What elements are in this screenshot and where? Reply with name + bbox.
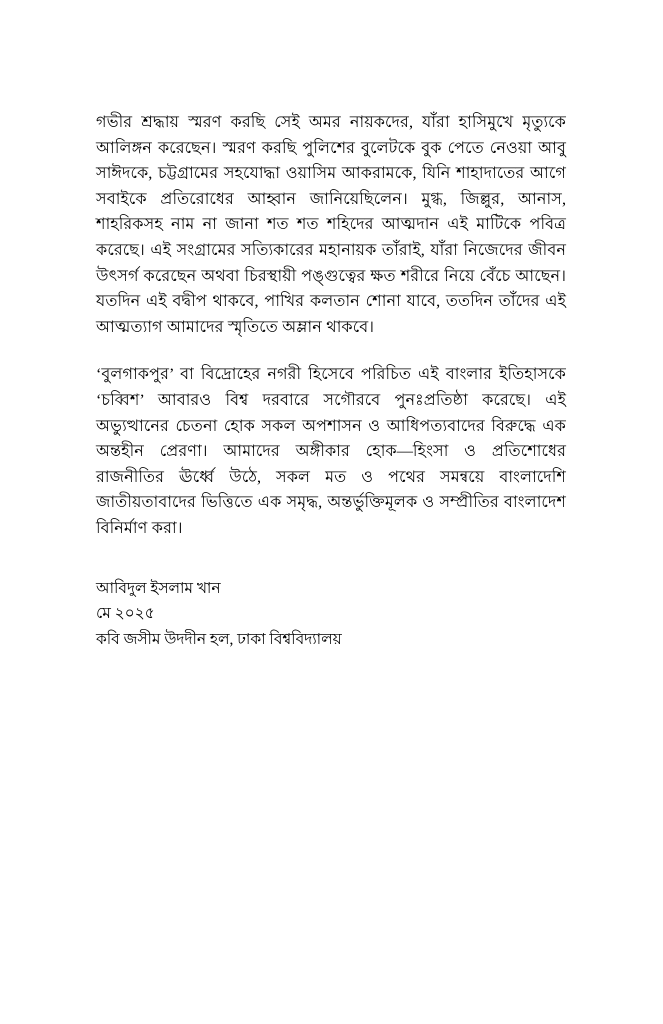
signature-location: কবি জসীম উদদীন হল, ঢাকা বিশ্ববিদ্যালয় [96,630,342,648]
tribute-paragraph: গভীর শ্রদ্ধায় স্মরণ করছি সেই অমর নায়কদের, যাঁরা হাসিমুখে মৃত্যুকে আলিঙ্গন করেছেন। স্মরণ করছি পুলিশের বুলেটকে বুক পেতে নেওয়া আবু সাঈদকে, চট্টগ্রামের সহযোদ্ধা ওয়াসিম আকরামকে, যিনি শাহাদাতের আগে সবাইকে প্রতিরোধের আহ্বান জানিয়েছিলেন। মুগ্ধ, জিল্লুর, আনাস, শাহরিকসহ নাম না জানা শত শত শহিদের আত্মদান এই মাটিকে পবিত্র করেছে। এই সংগ্রামের সত্যিকারের মহানায়ক তাঁরাই, যাঁরা নিজেদের জীবন উৎসর্গ করেছেন অথবা চিরস্থায়ী পঙ্গুত্বের ক্ষত শরীরে নিয়ে বেঁচে আছেন। যতদিন এই বদ্বীপ থাকবে, পাখির কলতান শোনা যাবে, ততদিন তাঁদের এই আত্মত্যাগ আমাদের স্মৃতিতে অম্লান থাকবে। [96,113,566,336]
text-column [96,110,566,652]
signature-block [96,576,566,653]
author-name: আবিদুল ইসলাম খান [96,579,221,597]
signature-date: মে ২০২৫ [96,605,155,623]
pledge-paragraph: ‘বুলগাকপুর’ বা বিদ্রোহের নগরী হিসেবে পরিচিত এই বাংলার ইতিহাসকে ‘চব্বিশ’ আবারও বিশ্ব দরবারে সগৌরবে পুনঃপ্রতিষ্ঠা করেছে। এই অভ্যুত্থানের চেতনা হোক সকল অপশাসন ও আধিপত্যবাদের বিরুদ্ধে এক অন্তহীন প্রেরণা। আমাদের অঙ্গীকার হোক—হিংসা ও প্রতিশোধের রাজনীতির ঊর্ধ্বে উঠে, সকল মত ও পথের সমন্বয়ে বাংলাদেশি জাতীয়তাবাদের ভিত্তিতে এক সমৃদ্ধ, অন্তর্ভুক্তিমূলক ও সম্প্রীতির বাংলাদেশ বিনির্মাণ করা। [96,365,566,537]
